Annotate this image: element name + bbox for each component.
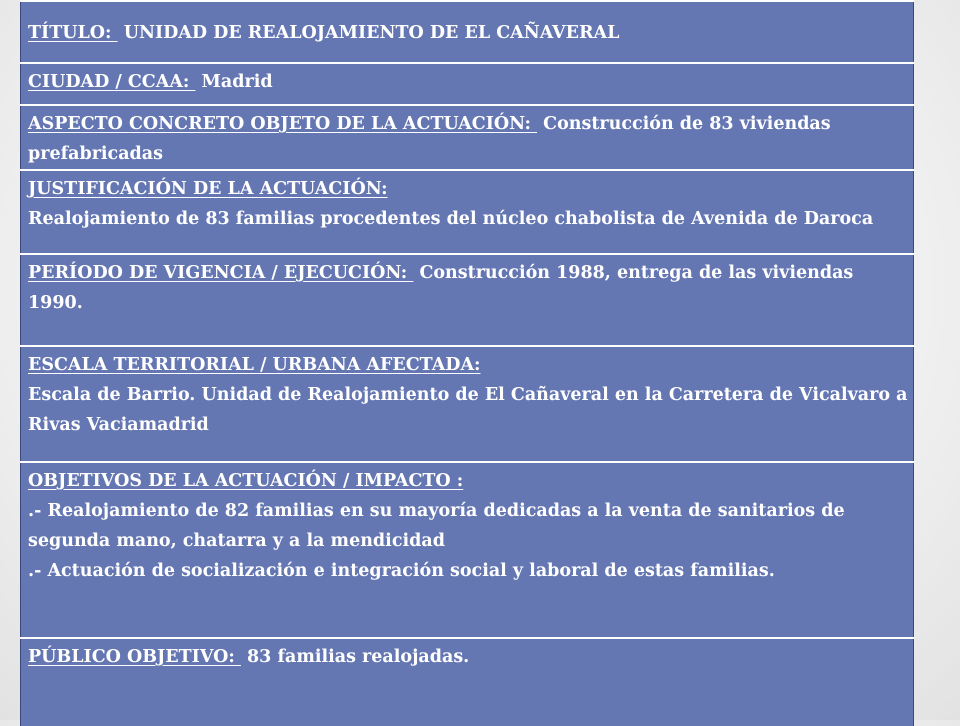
label-ciudad: CIUDAD / CCAA:: [28, 72, 196, 92]
cell-ciudad: [21, 63, 914, 105]
label-objetivos: OBJETIVOS DE LA ACTUACIÓN / IMPACTO :: [28, 471, 464, 491]
cell-publico: [21, 638, 914, 726]
label-periodo: PERÍODO DE VIGENCIA / EJECUCIÓN:: [28, 263, 414, 283]
label-publico: PÚBLICO OBJETIVO:: [28, 647, 241, 667]
value-titulo: UNIDAD DE REALOJAMIENTO DE EL CAÑAVERAL: [123, 23, 620, 43]
row-ciudad: [21, 63, 914, 105]
row-justificacion: [21, 170, 914, 254]
cell-aspecto: [21, 105, 914, 170]
value-justificacion: Realojamiento de 83 familias procedentes del núcleo chabolista de Avenida de Daroca: [28, 209, 874, 229]
cell-titulo: [21, 1, 914, 63]
row-objetivos: [21, 462, 914, 638]
value-escala: Escala de Barrio. Unidad de Realojamiento de El Cañaveral en la Carretera de Vicalvaro a Rivas Vaciamadrid: [28, 385, 908, 435]
row-publico: [21, 638, 914, 726]
cell-escala: [21, 346, 914, 462]
row-periodo: [21, 254, 914, 346]
cell-periodo: [21, 254, 914, 346]
value-periodo: Construcción 1988, entrega de las viviendas 1990.: [28, 263, 854, 313]
project-info-table: [20, 0, 914, 726]
row-escala: [21, 346, 914, 462]
cell-justificacion: [21, 170, 914, 254]
row-titulo: [21, 1, 914, 63]
objetivos-item: .- Realojamiento de 82 familias en su mayoría dedicadas a la venta de sanitarios de segunda mano, chatarra y a la mendicidad: [28, 501, 845, 551]
value-ciudad: Madrid: [201, 72, 273, 92]
label-escala: ESCALA TERRITORIAL / URBANA AFECTADA:: [28, 355, 481, 375]
value-publico: 83 familias realojadas.: [247, 647, 470, 667]
value-aspecto: Construcción de 83 viviendas prefabricadas: [28, 114, 831, 164]
row-aspecto: [21, 105, 914, 170]
label-titulo: TÍTULO:: [28, 23, 118, 43]
objetivos-item: .- Actuación de socialización e integración social y laboral de estas familias.: [28, 561, 775, 581]
cell-objetivos: [21, 462, 914, 638]
label-justificacion: JUSTIFICACIÓN DE LA ACTUACIÓN:: [28, 179, 388, 199]
label-aspecto: ASPECTO CONCRETO OBJETO DE LA ACTUACIÓN:: [28, 114, 538, 134]
